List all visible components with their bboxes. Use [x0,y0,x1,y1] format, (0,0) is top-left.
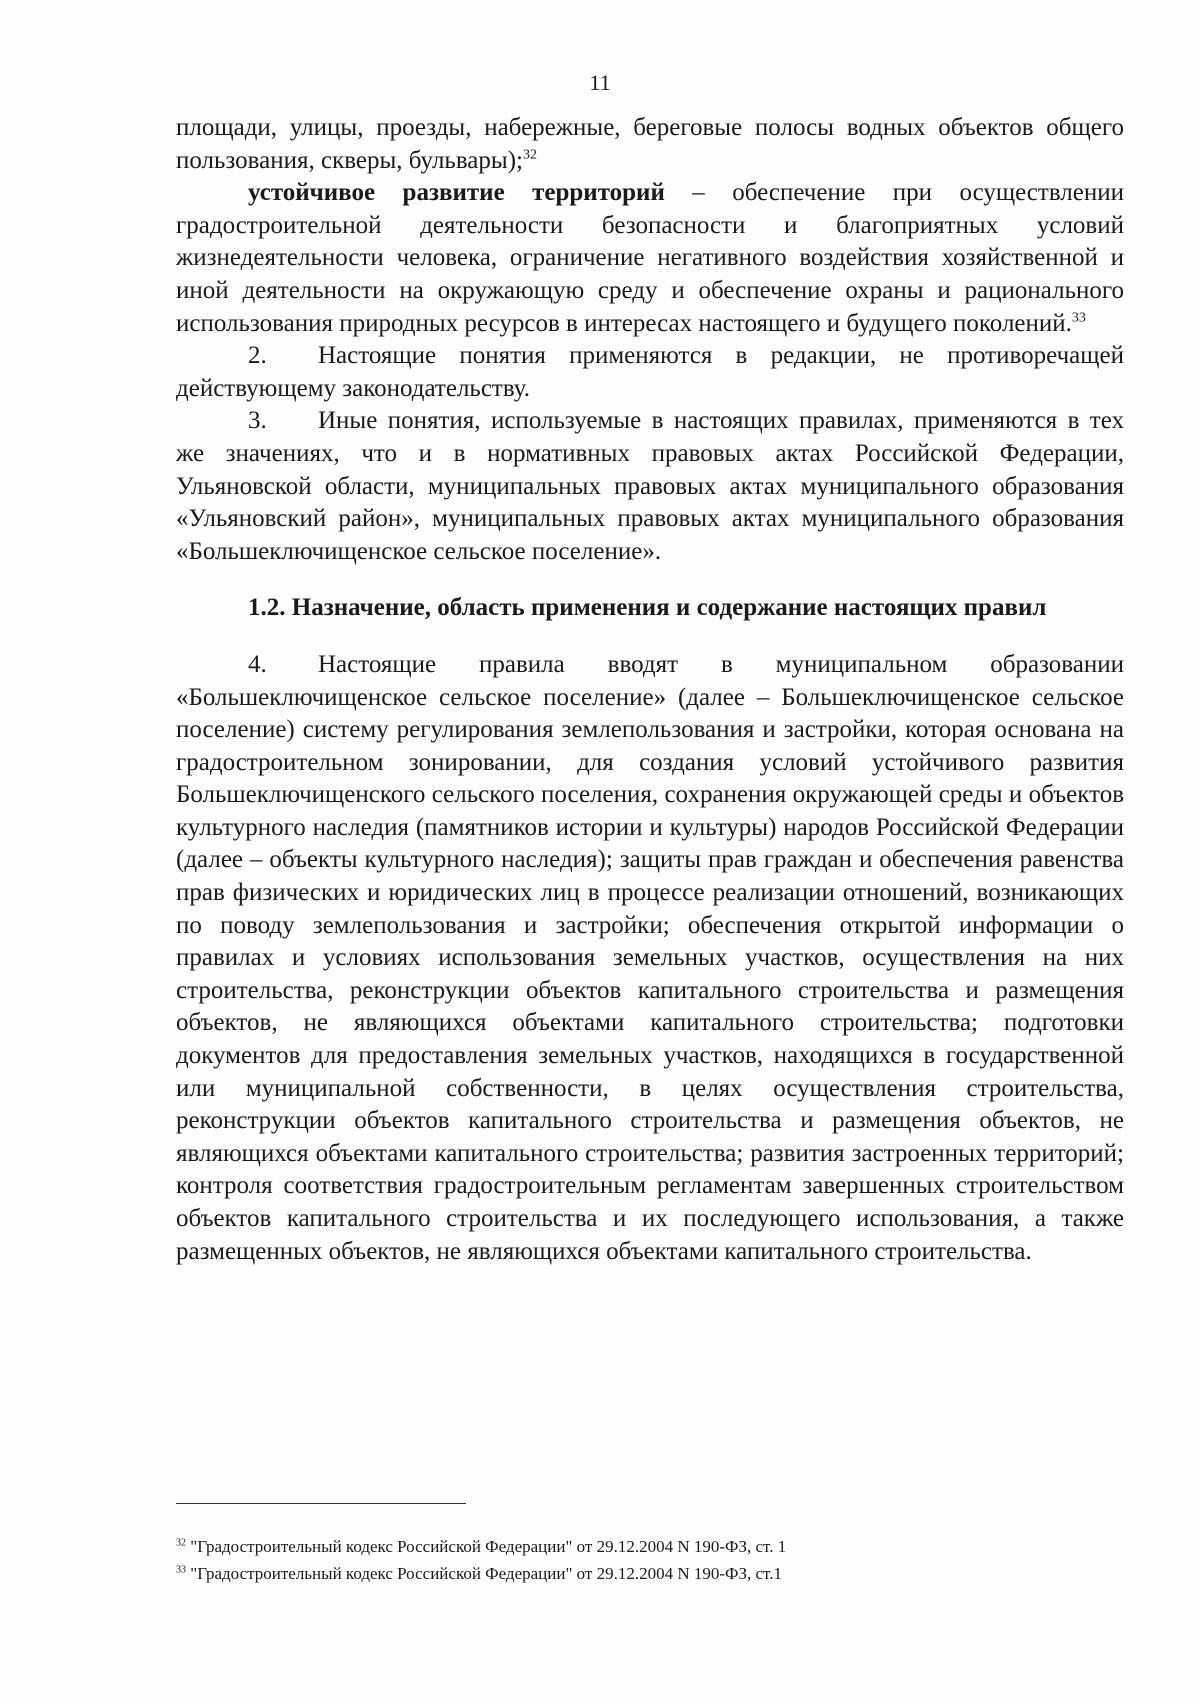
footnote-text: "Градостроительный кодекс Российской Федерации" от 29.12.2004 N 190-ФЗ, ст. 1 [190,1537,787,1556]
paragraph-number: 3. [248,407,267,435]
paragraph-text: Настоящие правила вводят в муниципальном образовании «Большеключищенское сельское поселение» (далее – Большеключищенское сельское поселение) систему регулирования землепользования и застройки, которая основана на градостроительном зонировании, для создания условий устойчивого развития Большеключищенского сельского поселения, сохранения окружающей среды и объектов культурного наследия (памятников истории и культуры) народов Российской Федерации (далее – объекты культурного наследия); защиты прав граждан и обеспечения равенства прав физических и юридических лиц в процессе реализации отношений, возникающих по поводу землепользования и застройки; обеспечения открытой информации о правилах и условиях использования земельных участков, осуществления на них строительства, реконструкции объектов капитального строительства и размещения объектов, не являющихся объектами капитального строительства; подготовки документов для предоставления земельных участков, находящихся в государственной или муниципальной собственности, в целях осуществления строительства, реконструкции объектов капитального строительства и размещения объектов, не являющихся объектами капитального строительства; развития застроенных территорий; контроля соответствия градостроительным регламентам завершенных строительством объектов капитального строительства и их последующего использования, а также размещенных объектов, не являющихся объектами капитального строительства. [176,650,1124,1265]
paragraph-text: Настоящие понятия применяются в редакции, не противоречащей действующему законодательству. [176,342,1124,402]
paragraph-text: Иные понятия, используемые в настоящих правилах, применяются в тех же значениях, что и в нормативных правовых актах Российской Федерации, Ульяновской области, муниципальных правовых актах муниципального образования «Ульяновский район», муниципальных правовых актах муниципального образования «Большеключищенское сельское поселение». [176,407,1124,565]
footnotes [176,1533,1076,1587]
continuation-paragraph [176,112,1124,177]
definition-text: – обеспечение при осуществлении градостроительной деятельности безопасности и благоприятных условий жизнедеятельности человека, ограничение негативного воздействия хозяйственной и иной деятельности на окружающую среду и обеспечение охраны и рационального использования природных ресурсов в интересах настоящего и будущего поколений. [176,179,1125,337]
footnote-marker: 33 [176,1564,186,1576]
paragraph-number: 4. [248,650,267,678]
section-heading: 1.2. Назначение, область применения и содержание настоящих правил [248,594,1047,622]
paragraph-number: 2. [248,342,267,370]
numbered-paragraph-2 [176,340,1124,405]
page-number: 11 [589,70,611,95]
footnote-text: "Градостроительный кодекс Российской Федерации" от 29.12.2004 N 190-ФЗ, ст.1 [190,1564,782,1583]
footnote-marker: 32 [176,1537,186,1549]
continuation-text: площади, улицы, проезды, набережные, береговые полосы водных объектов общего пользования, скверы, бульвары); [176,114,1124,174]
footnote-ref-33: 33 [1071,310,1086,326]
definition-paragraph [176,177,1124,340]
footnote-separator [176,1503,466,1504]
document-body [176,112,1124,1268]
footnote-ref-32: 32 [522,147,537,163]
numbered-paragraph-3 [176,405,1124,568]
footnote-33 [176,1560,1076,1587]
numbered-paragraph-4 [176,649,1124,1268]
footnote-32 [176,1533,1076,1560]
definition-term: устойчивое развитие территорий [248,179,665,207]
